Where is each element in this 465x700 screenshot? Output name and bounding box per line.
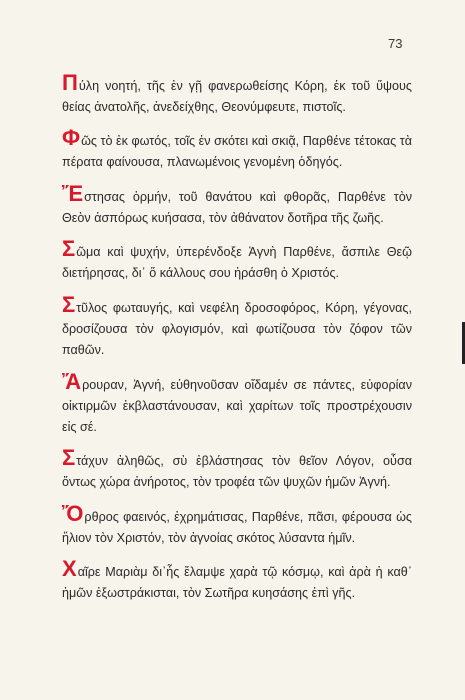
stanza-text: ρθρος φαεινός, ἐχρημάτισας, Παρθένε, πᾶσι, φέρουσα ὡς ἥλιον τὸν Χριστόν, τὸν ἀγνοίας σκότος λύσαντα ἡμῖν. [62, 509, 412, 545]
drop-initial: Σ [62, 291, 76, 317]
stanza-3 [62, 180, 412, 229]
stanza-2 [62, 125, 412, 173]
stanza-text: ῶμα καὶ ψυχήν, ὑπερένδοξε Ἁγνὴ Παρθένε, ἄσπιλε Θεῷ διετήρησας, δι᾿ ὅ κάλλους σου ἠράσθη ὁ Χριστός. [62, 245, 412, 281]
stanza-5 [62, 291, 412, 361]
stanza-4 [62, 236, 412, 284]
stanza-text: στησας ὁρμήν, τοῦ θανάτου καὶ φθορᾶς, Παρθένε τὸν Θεὸν ἀσπόρως κυήσασα, τὸν ἀθάνατον δοτῆρα τῆς ζωῆς. [62, 189, 412, 225]
drop-initial: Π [62, 69, 78, 95]
stanza-text: ρουραν, Ἁγνή, εὐθηνοῦσαν οἴδαμέν σε πάντες, εὐφορίαν οἰκτιρμῶν ἐκβλαστάνουσαν, καὶ χαρίτων τοῖς προστρέχουσιν εἰς σέ. [62, 377, 412, 434]
stanza-text: τῦλος φωταυγής, καὶ νεφέλη δροσοφόρος, Κόρη, γέγονας, δροσίζουσα τὸν φλογισμόν, καὶ φωτίζουσα τὸν ζόφον τῶν παθῶν. [62, 300, 412, 357]
stanza-7 [62, 445, 412, 493]
stanza-1 [62, 69, 412, 118]
stanza-text: τάχυν ἀληθῶς, σὺ ἐβλάστησας τὸν θεῖον Λόγον, οὖσα ὄντως χώρα ἀνήροτος, τὸν τροφέα τῶν ψυχῶν ἡμῶν Ἁγνή. [62, 454, 412, 490]
drop-initial: Ὄ [62, 500, 84, 526]
stanza-text: ῶς τὸ ἐκ φωτός, τοῖς ἐν σκότει καὶ σκιᾷ, Παρθένε τέτοκας τὰ πέρατα φαίνουσα, πλανωμένοις γενομένη ὁδηγός. [62, 134, 412, 170]
drop-initial: Σ [62, 445, 76, 471]
stanza-8 [62, 500, 412, 549]
stanza-text: αῖρε Μαριὰμ δι᾿ἧς ἔλαμψε χαρὰ τῷ κόσμῳ, καὶ ἀρὰ ἡ καθ᾿ ἡμῶν ἐξωστράκισται, τὸν Σωτῆρα κυησάσης ἐπὶ γῆς. [62, 565, 412, 601]
stanza-6 [62, 368, 412, 438]
page-number: 73 [388, 36, 403, 51]
stanza-list [62, 62, 412, 613]
drop-initial: Ἔ [62, 180, 84, 206]
drop-initial: Χ [62, 556, 77, 582]
stanza-9 [62, 556, 412, 604]
drop-initial: Φ [62, 125, 81, 151]
drop-initial: Ἄ [62, 368, 82, 394]
stanza-text: ύλη νοητή, τῆς ἐν γῇ φανερωθείσης Κόρη, ἐκ τοῦ ὕψους θείας ἀνατολῆς, ἀνεδείχθης, Θεονύμφευτε, πιστοῖς. [62, 78, 412, 114]
drop-initial: Σ [62, 236, 76, 262]
